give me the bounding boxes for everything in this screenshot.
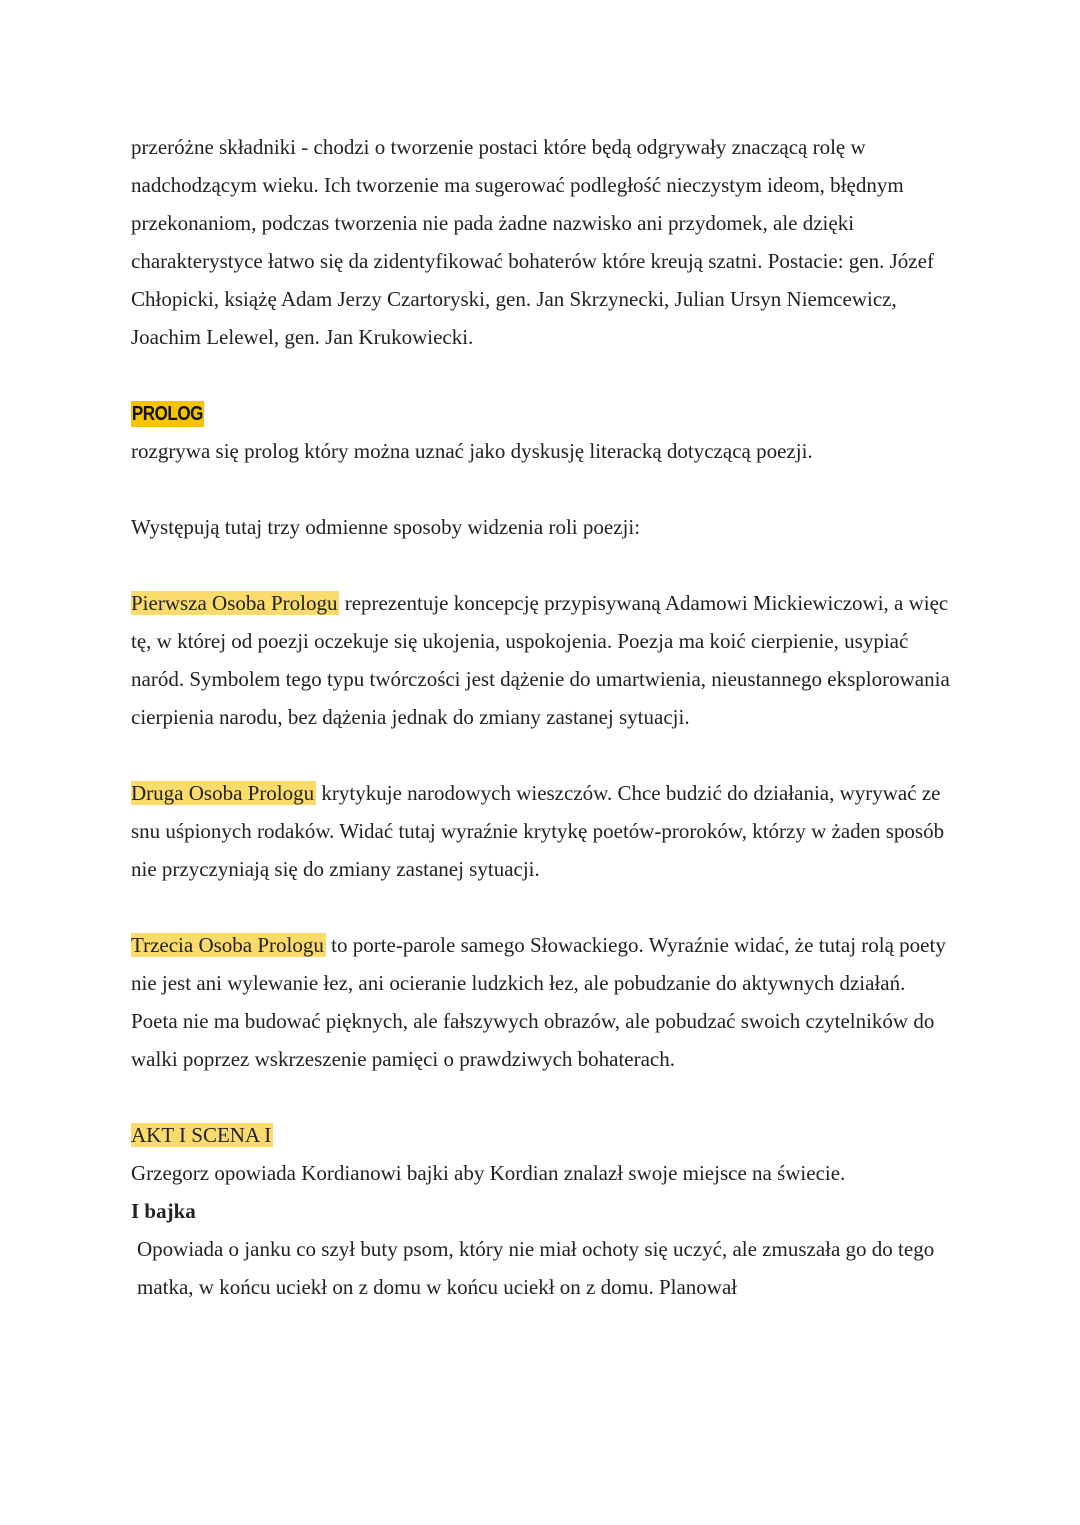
- first-person-text: reprezentuje koncepcję przypisywaną Adamowi Mickiewiczowi, a więc tę, w której od poezji oczekuje się ukojenia, uspokojenia. Poezja ma koić cierpienie, usypiać naród. Symbolem tego typu twórczości jest dążenie do umartwienia, nieustannego eksplorowania cierpienia narodu, bez dążenia jednak do zmiany zastanej sytuacji.: [131, 591, 950, 729]
- third-person-paragraph: [131, 926, 951, 1078]
- act1-heading-line: [131, 1116, 951, 1154]
- spacer: [131, 736, 951, 774]
- spacer: [131, 356, 951, 394]
- act1-paragraph: Grzegorz opowiada Kordianowi bajki aby Kordian znalazł swoje miejsce na świecie.: [131, 1161, 846, 1185]
- prolog-heading: PROLOG: [131, 403, 203, 425]
- spacer: [131, 470, 951, 508]
- act1-heading: AKT I SCENA I: [131, 1123, 272, 1147]
- spacer: [131, 1078, 951, 1116]
- prolog-paragraph: rozgrywa się prolog który można uznać jako dyskusję literacką dotyczącą poezji.: [131, 439, 813, 463]
- third-person-text: to porte-parole samego Słowackiego. Wyraźnie widać, że tutaj rolą poety nie jest ani wylewanie łez, ani ocieranie ludzkich łez, ale pobudzanie do aktywnych działań. Poeta nie ma budować pięknych, ale fałszywych obrazów, ale pobudzać swoich czytelników do walki poprzez wskrzeszenie pamięci o prawdziwych bohaterach.: [131, 933, 946, 1071]
- first-person-label: Pierwsza Osoba Prologu: [131, 591, 338, 615]
- act1-story-paragraph: Opowiada o janku co szył buty psom, który nie miał ochoty się uczyć, ale zmuszała go do tego matka, w końcu uciekł on z domu w końcu uciekł on z domu. Planował: [137, 1237, 935, 1299]
- third-person-label: Trzecia Osoba Prologu: [131, 933, 324, 957]
- intro-paragraph: przeróżne składniki - chodzi o tworzenie postaci które będą odgrywały znaczącą rolę w nadchodzącym wieku. Ich tworzenie ma sugerować podległość nieczystym ideom, błędnym przekonaniom, podczas tworzenia nie pada żadne nazwisko ani przydomek, ale dzięki charakterystyce łatwo się da zidentyfikować bohaterów które kreują szatni. Postacie: gen. Józef Chłopicki, książę Adam Jerzy Czartoryski, gen. Jan Skrzynecki, Julian Ursyn Niemcewicz, Joachim Lelewel, gen. Jan Krukowiecki.: [131, 135, 934, 349]
- prolog-heading-line: [131, 394, 951, 432]
- second-person-text: krytykuje narodowych wieszczów. Chce budzić do działania, wyrywać ze snu uśpionych rodaków. Widać tutaj wyraźnie krytykę poetów-proroków, którzy w żaden sposób nie przyczyniają się do zmiany zastanej sytuacji.: [131, 781, 945, 881]
- act1-subheading: I bajka: [131, 1199, 196, 1223]
- prolog-lead-paragraph: Występują tutaj trzy odmienne sposoby widzenia roli poezji:: [131, 515, 641, 539]
- spacer: [131, 546, 951, 584]
- first-person-paragraph: [131, 584, 951, 736]
- second-person-paragraph: [131, 774, 951, 888]
- spacer: [131, 888, 951, 926]
- second-person-label: Druga Osoba Prologu: [131, 781, 315, 805]
- document-page: [131, 128, 951, 1306]
